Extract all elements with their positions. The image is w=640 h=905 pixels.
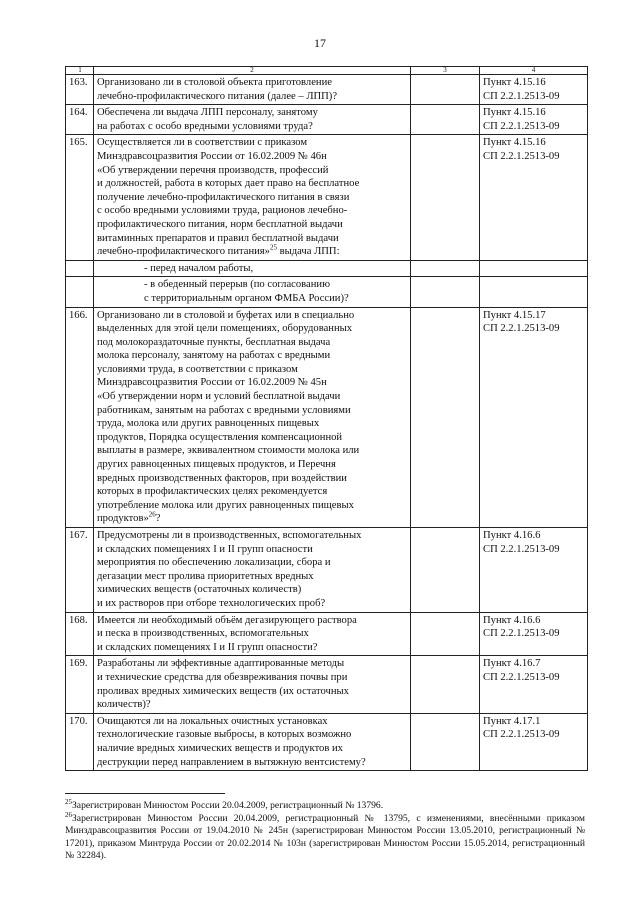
question-line: получение лечебно-профилактического питания в связи [97, 191, 350, 203]
row-question [94, 260, 411, 277]
question-line: технологические газовые выбросы, в которых возможно [97, 729, 352, 741]
question-line: продуктов, Порядка осуществления компенсационной [97, 431, 343, 443]
row-reference [480, 713, 588, 770]
reference-line: СП 2.2.1.2513-09 [483, 628, 560, 640]
question-line: которых в профилактических целях рекомендуется [97, 486, 328, 498]
footnote-text: Зарегистрирован Минюстом России 20.04.2009, регистрационный № 13795, с изменениями, внесёнными приказом Минздравсоцразвития России от 19.04.2010 № 245н (зарегистрирован Минюстом России 13.05.2010, регистрационный № 17201), приказом Минтруда России от 20.02.2014 № 103н (зарегистрирован Минюстом России 15.05.2014, регистрационный № 32284). [65, 812, 585, 861]
question-line: и складских помещениях I и II групп опасности? [97, 641, 318, 653]
question-line: употребление молока или других равноценных пищевых [97, 499, 354, 511]
question-line: «Об утверждении перечня производств, профессий [97, 164, 329, 176]
question-line: дегазации мест пролива приоритетных вредных [97, 570, 314, 582]
row-question [94, 277, 411, 307]
question-text: лечебно-профилактического питания» [97, 246, 270, 258]
header-col-3: 3 [411, 67, 480, 75]
row-reference [480, 105, 588, 135]
reference-line: Пункт 4.15.16 [483, 107, 546, 119]
reference-line: СП 2.2.1.2513-09 [483, 671, 560, 683]
question-line: Разработаны ли эффективные адаптированные методы [97, 658, 345, 670]
question-line: других равноценных пищевых продуктов, и Перечня [97, 459, 336, 471]
footnotes [65, 797, 585, 863]
row-number: 168. [66, 612, 94, 656]
table-row [66, 260, 588, 277]
row-result [411, 135, 480, 260]
reference-line: Пункт 4.16.7 [483, 658, 541, 670]
reference-line: СП 2.2.1.2513-09 [483, 150, 560, 162]
question-line: и складских помещениях I и II групп опасности [97, 543, 313, 555]
question-line: и технические средства для обезвреживания почвы при [97, 671, 348, 683]
row-reference [480, 612, 588, 656]
question-line: Минздравсоцразвития России от 16.02.2009 № 45н [97, 377, 327, 389]
row-result [411, 713, 480, 770]
question-text: продуктов» [97, 513, 149, 525]
header-col-4: 4 [480, 67, 588, 75]
reference-line: Пункт 4.15.16 [483, 137, 546, 149]
question-line: Очищаются ли на локальных очистных установках [97, 715, 328, 727]
row-question [94, 713, 411, 770]
row-question [94, 528, 411, 613]
row-question [94, 656, 411, 713]
question-line: лечебно-профилактического питания (далее – ЛПП)? [97, 90, 338, 102]
question-line: с особо вредными условиями труда, рационов лечебно- [97, 205, 348, 217]
row-reference [480, 75, 588, 105]
reference-line: Пункт 4.16.6 [483, 530, 541, 541]
question-line [97, 245, 407, 259]
table-row [66, 75, 588, 105]
reference-line: СП 2.2.1.2513-09 [483, 323, 560, 335]
question-line: Обеспечена ли выдача ЛПП персоналу, занятому [97, 107, 318, 119]
question-line: условиями труда, в соответствии с приказом [97, 363, 298, 375]
footnote [65, 797, 585, 813]
row-number: 169. [66, 656, 94, 713]
row-result [411, 307, 480, 528]
page-number: 17 [314, 36, 326, 50]
row-number: 164. [66, 105, 94, 135]
question-line: Организовано ли в столовой и буфетах или в специально [97, 309, 355, 321]
row-result [411, 656, 480, 713]
table-row [66, 277, 588, 307]
row-reference [480, 307, 588, 528]
footnote-text: Зарегистрирован Минюстом России 20.04.2009, регистрационный № 13796. [72, 800, 384, 811]
table-row [66, 612, 588, 656]
header-col-1: 1 [66, 67, 94, 75]
footnote-mark: 25 [269, 243, 277, 252]
table-row [66, 528, 588, 613]
row-result [411, 277, 480, 307]
footnote [65, 810, 585, 863]
question-line: выплаты в размере, эквивалентном стоимости молока или [97, 445, 360, 457]
question-line: и должностей, работа в которых дает право на бесплатное [97, 178, 360, 190]
row-number [66, 277, 94, 307]
question-line: витаминных препаратов и правил бесплатной выдачи [97, 232, 339, 244]
question-line: и песка в производственных, вспомогательных [97, 628, 309, 640]
row-number: 167. [66, 528, 94, 613]
sub-item-line: - перед началом работы, [144, 262, 254, 274]
row-number: 166. [66, 307, 94, 528]
question-line: наличие вредных химических веществ и продуктов их [97, 742, 343, 754]
reference-line: СП 2.2.1.2513-09 [483, 120, 560, 132]
question-line: проливах вредных химических веществ (их остаточных [97, 685, 349, 697]
question-text: выдача ЛПП: [276, 246, 340, 258]
sub-item-line: с территориальным органом ФМБА России)? [144, 292, 349, 304]
question-line: труда, молока или других равноценных пищевых [97, 418, 320, 430]
question-line: мероприятия по обеспечению локализации, сбора и [97, 557, 331, 569]
question-line: работникам, занятым на работах с вредными условиями [97, 404, 351, 416]
row-result [411, 528, 480, 613]
table-row [66, 656, 588, 713]
reference-line: СП 2.2.1.2513-09 [483, 90, 560, 102]
question-line: и их растворов при отборе технологических проб? [97, 597, 326, 609]
row-number: 165. [66, 135, 94, 260]
row-result [411, 260, 480, 277]
reference-line: Пункт 4.17.1 [483, 715, 541, 727]
row-reference [480, 135, 588, 260]
row-result [411, 105, 480, 135]
table-row [66, 307, 588, 528]
header-col-2: 2 [94, 67, 411, 75]
question-line: молока персоналу, занятому на работах с вредными [97, 350, 331, 362]
question-line: на работах с особо вредными условиями труда? [97, 120, 313, 132]
reference-line: СП 2.2.1.2513-09 [483, 543, 560, 555]
question-line: Минздравсоцразвития России от 16.02.2009 № 46н [97, 150, 327, 162]
row-reference [480, 260, 588, 277]
row-number: 163. [66, 75, 94, 105]
question-line: Осуществляется ли в соответствии с приказом [97, 137, 308, 149]
checklist-table [65, 66, 588, 771]
question-line [97, 512, 407, 526]
row-result [411, 612, 480, 656]
row-reference [480, 277, 588, 307]
footnote-divider [65, 793, 225, 794]
row-question [94, 135, 411, 260]
table-row [66, 713, 588, 770]
question-line: «Об утверждении норм и условий бесплатной выдачи [97, 391, 341, 403]
question-line: деструкции перед направлением в вытяжную вентсистему? [97, 756, 366, 768]
table-header-row [66, 67, 588, 75]
footnote-mark: 26 [148, 510, 156, 519]
sub-item-line: - в обеденный перерыв (по согласованию [144, 279, 330, 291]
row-result [411, 75, 480, 105]
question-line: химических веществ (остаточных количеств) [97, 584, 302, 596]
row-question [94, 307, 411, 528]
row-question [94, 105, 411, 135]
question-line: выделенных для этой цели помещениях, оборудованных [97, 323, 353, 335]
row-reference [480, 656, 588, 713]
reference-line: Пункт 4.15.16 [483, 77, 546, 88]
question-line: Организовано ли в столовой объекта приготовление [97, 77, 332, 88]
footnote-number: 26 [65, 810, 72, 819]
reference-line: Пункт 4.15.17 [483, 309, 546, 321]
reference-line: Пункт 4.16.6 [483, 614, 541, 626]
question-line: вредных производственных факторов, при воздействии [97, 472, 347, 484]
footnote-number: 25 [65, 797, 72, 806]
question-line: под молокораздаточные пункты, бесплатная выдача [97, 336, 331, 348]
row-question [94, 612, 411, 656]
question-text: ? [155, 513, 161, 525]
row-question [94, 75, 411, 105]
row-reference [480, 528, 588, 613]
question-line: Предусмотрены ли в производственных, вспомогательных [97, 530, 362, 541]
question-line: профилактического питания, норм бесплатной выдачи [97, 218, 343, 230]
row-number [66, 260, 94, 277]
table-row [66, 105, 588, 135]
question-line: количеств)? [97, 699, 151, 711]
question-line: Имеется ли необходимый объём дегазирующего раствора [97, 614, 357, 626]
row-number: 170. [66, 713, 94, 770]
table-row [66, 135, 588, 260]
reference-line: СП 2.2.1.2513-09 [483, 729, 560, 741]
